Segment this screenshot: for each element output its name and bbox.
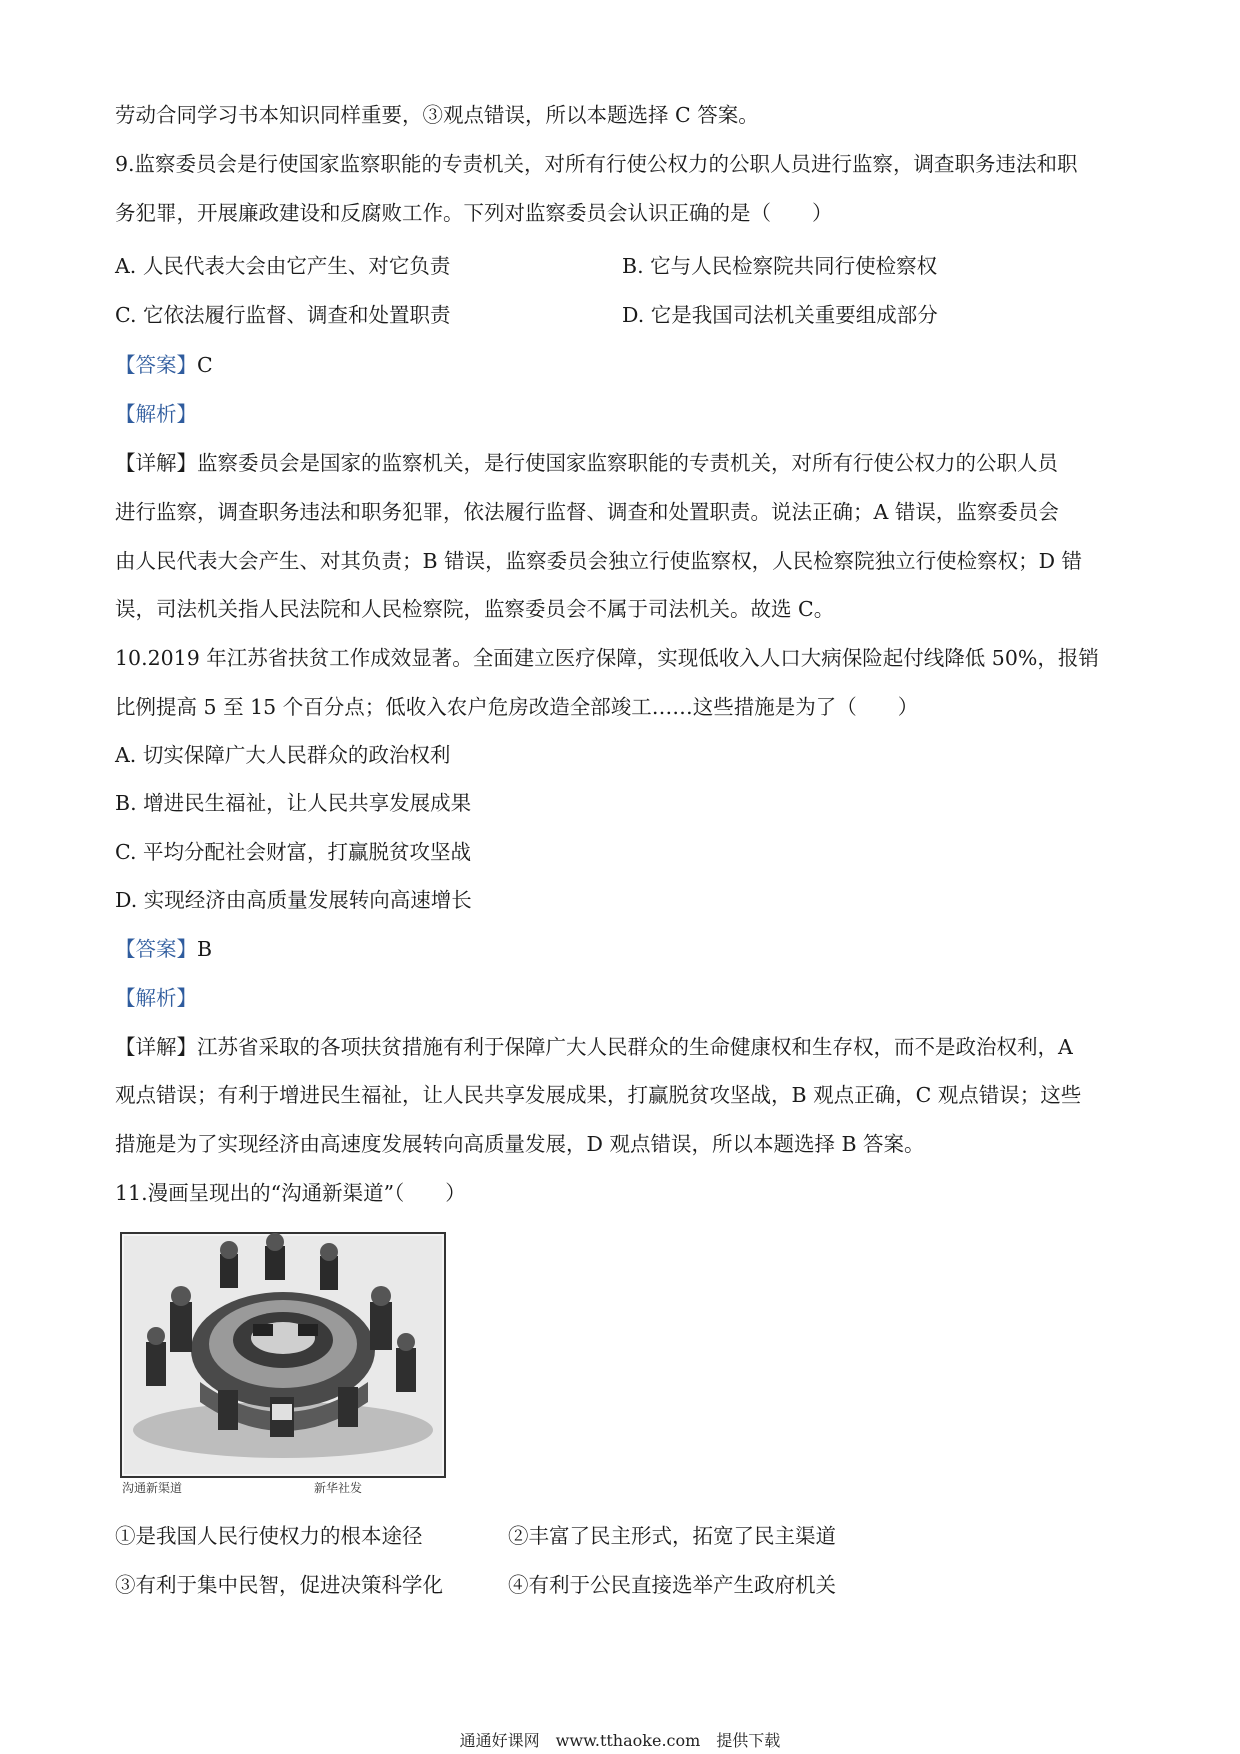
question-11-stem: 11.漫画呈现出的“沟通新渠道”（ ）	[115, 1181, 466, 1205]
q9-option-a: A. 人民代表大会由它产生、对它负责	[115, 254, 451, 278]
q10-detail-line	[115, 1032, 1125, 1062]
q10-option-a: A. 切实保障广大人民群众的政治权利	[115, 743, 451, 767]
question-10-stem-cont: 比例提高 5 至 15 个百分点；低收入农户危房改造全部竣工……这些措施是为了（ ）	[115, 695, 919, 719]
q11-option-2: ②丰富了民主形式，拓宽了民主渠道	[508, 1524, 836, 1548]
q10-detail-line: 措施是为了实现经济由高速度发展转向高质量发展，D 观点错误，所以本题选择 B 答案。	[115, 1132, 925, 1156]
q9-analysis	[115, 399, 1125, 429]
q10-option-b: B. 增进民生福祉，让人民共享发展成果	[115, 791, 472, 815]
question-10-stem: 10.2019 年江苏省扶贫工作成效显著。全面建立医疗保障，实现低收入人口大病保险起付线降低 50%，报销	[115, 646, 1099, 670]
q9-option-d: D. 它是我国司法机关重要组成部分	[622, 303, 938, 327]
analysis-tag: 【解析】	[115, 402, 197, 426]
detail-tag: 【详解】	[115, 451, 197, 475]
q9-detail-line: 由人民代表大会产生、对其负责；B 错误，监察委员会独立行使监察权，人民检察院独立行使检察权；D 错	[115, 549, 1083, 573]
analysis-tag: 【解析】	[115, 986, 197, 1010]
answer-tag: 【答案】	[115, 353, 197, 377]
q11-option-3: ③有利于集中民智，促进决策科学化	[115, 1573, 443, 1597]
answer-tag: 【答案】	[115, 937, 197, 961]
answer-value: B	[197, 937, 213, 961]
question-9-stem: 9.监察委员会是行使国家监察职能的专责机关，对所有行使公权力的公职人员进行监察，调查职务违法和职	[115, 152, 1078, 176]
q10-option-d: D. 实现经济由高质量发展转向高速增长	[115, 888, 472, 912]
text-line: 劳动合同学习书本知识同样重要，③观点错误，所以本题选择 C 答案。	[115, 103, 759, 127]
q9-detail-line	[115, 448, 1125, 478]
detail-tag: 【详解】	[115, 1035, 197, 1059]
q9-detail-line: 误，司法机关指人民法院和人民检察院，监察委员会不属于司法机关。故选 C。	[115, 597, 835, 621]
q11-option-1: ①是我国人民行使权力的根本途径	[115, 1524, 423, 1548]
answer-value: C	[197, 353, 213, 377]
cartoon-image	[120, 1232, 446, 1478]
q10-answer	[115, 934, 1125, 964]
q9-answer	[115, 350, 1125, 380]
page-footer: 通通好课网 www.tthaoke.com 提供下载	[459, 1731, 781, 1750]
q9-detail-line: 进行监察，调查职务违法和职务犯罪，依法履行监督、调查和处置职责。说法正确；A 错误，监察委员会	[115, 500, 1059, 524]
q10-detail-line: 观点错误；有利于增进民生福祉，让人民共享发展成果，打赢脱贫攻坚战，B 观点正确，C 观点错误；这些	[115, 1083, 1082, 1107]
q9-option-c: C. 它依法履行监督、调查和处置职责	[115, 303, 451, 327]
question-9-stem-cont: 务犯罪，开展廉政建设和反腐败工作。下列对监察委员会认识正确的是（ ）	[115, 201, 833, 225]
q10-option-c: C. 平均分配社会财富，打赢脱贫攻坚战	[115, 840, 471, 864]
q10-analysis	[115, 983, 1125, 1013]
cartoon-caption-source: 新华社发	[314, 1481, 363, 1495]
q11-option-4: ④有利于公民直接选举产生政府机关	[508, 1573, 836, 1597]
q9-option-b: B. 它与人民检察院共同行使检察权	[622, 254, 938, 278]
cartoon-caption-title: 沟通新渠道	[122, 1481, 183, 1495]
detail-text: 监察委员会是国家的监察机关，是行使国家监察职能的专责机关，对所有行使公权力的公职人员	[197, 451, 1058, 475]
detail-text: 江苏省采取的各项扶贫措施有利于保障广大人民群众的生命健康权和生存权，而不是政治权利，A	[197, 1035, 1073, 1059]
